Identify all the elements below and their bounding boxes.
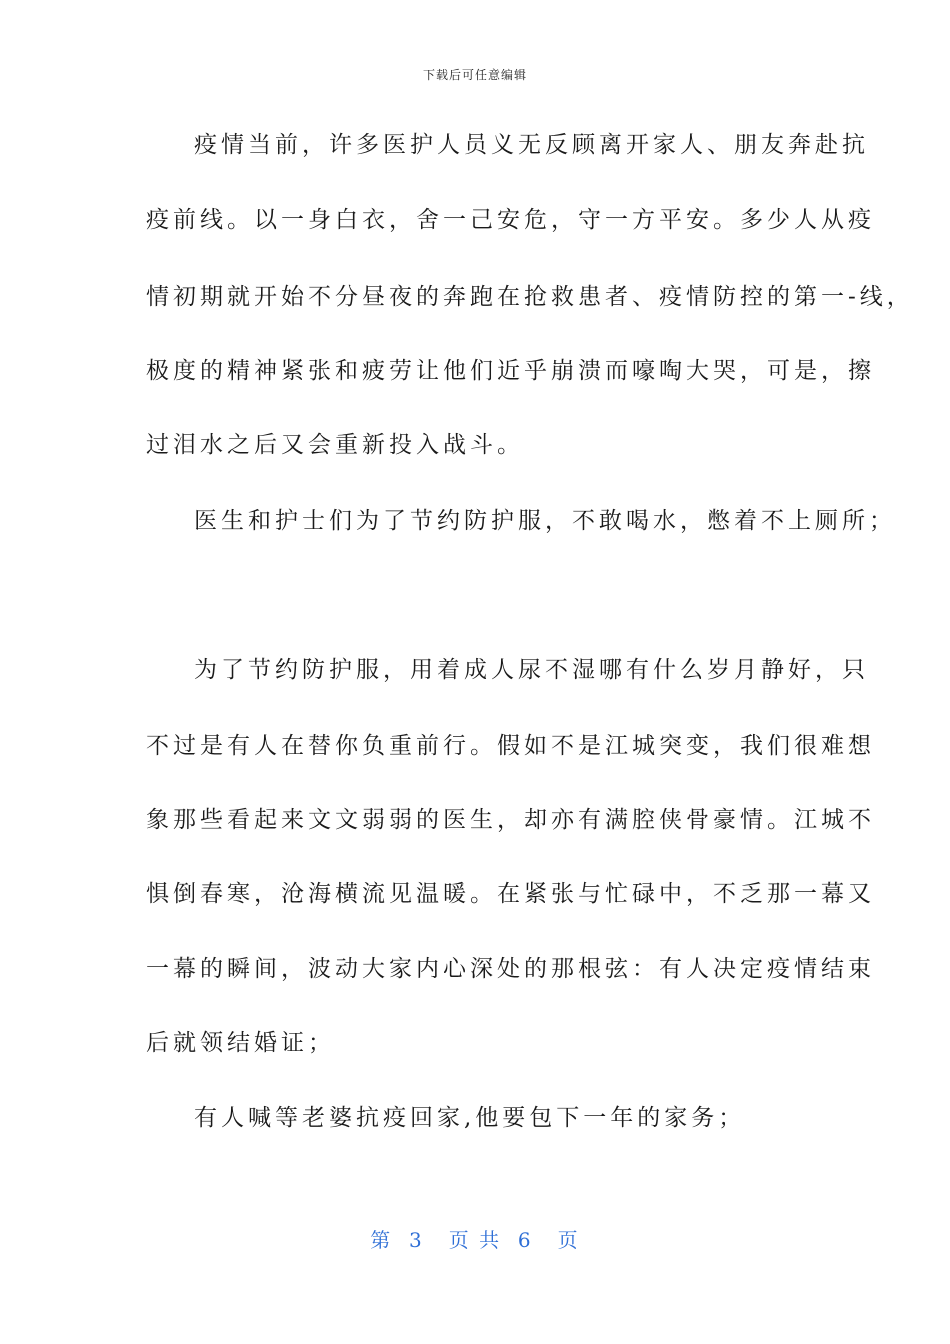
paragraph-line: 医生和护士们为了节约防护服，不敢喝水，憋着不上厕所； bbox=[194, 508, 896, 534]
paragraph-line: 有人喊等老婆抗疫回家,他要包下一年的家务； bbox=[194, 1105, 746, 1131]
paragraph-line: 情初期就开始不分昼夜的奔跑在抢救患者、疫情防控的第一-线， bbox=[146, 284, 914, 310]
paragraph-line: 后就领结婚证； bbox=[146, 1030, 335, 1056]
paragraph-line: 为了节约防护服，用着成人尿不湿哪有什么岁月静好，只 bbox=[194, 657, 869, 683]
paragraph-line: 一幕的瞬间，波动大家内心深处的那根弦：有人决定疫情结束 bbox=[146, 956, 875, 982]
paragraph-line: 象那些看起来文文弱弱的医生，却亦有满腔侠骨豪情。江城不 bbox=[146, 807, 875, 833]
page-header: 下载后可任意编辑 bbox=[422, 68, 527, 82]
paragraph-line: 不过是有人在替你负重前行。假如不是江城突变，我们很难想 bbox=[146, 733, 875, 759]
paragraph-line: 疫情当前，许多医护人员义无反顾离开家人、朋友奔赴抗 bbox=[194, 132, 869, 158]
paragraph-line: 疫前线。以一身白衣，舍一己安危，守一方平安。多少人从疫 bbox=[146, 207, 875, 233]
page-number-footer: 第 3 页 共 6 页 bbox=[370, 1228, 580, 1252]
paragraph-line: 过泪水之后又会重新投入战斗。 bbox=[146, 432, 524, 458]
paragraph-line: 极度的精神紧张和疲劳让他们近乎崩溃而嚎啕大哭，可是，擦 bbox=[146, 358, 875, 384]
paragraph-line: 惧倒春寒，沧海横流见温暖。在紧张与忙碌中，不乏那一幕又 bbox=[146, 881, 875, 907]
